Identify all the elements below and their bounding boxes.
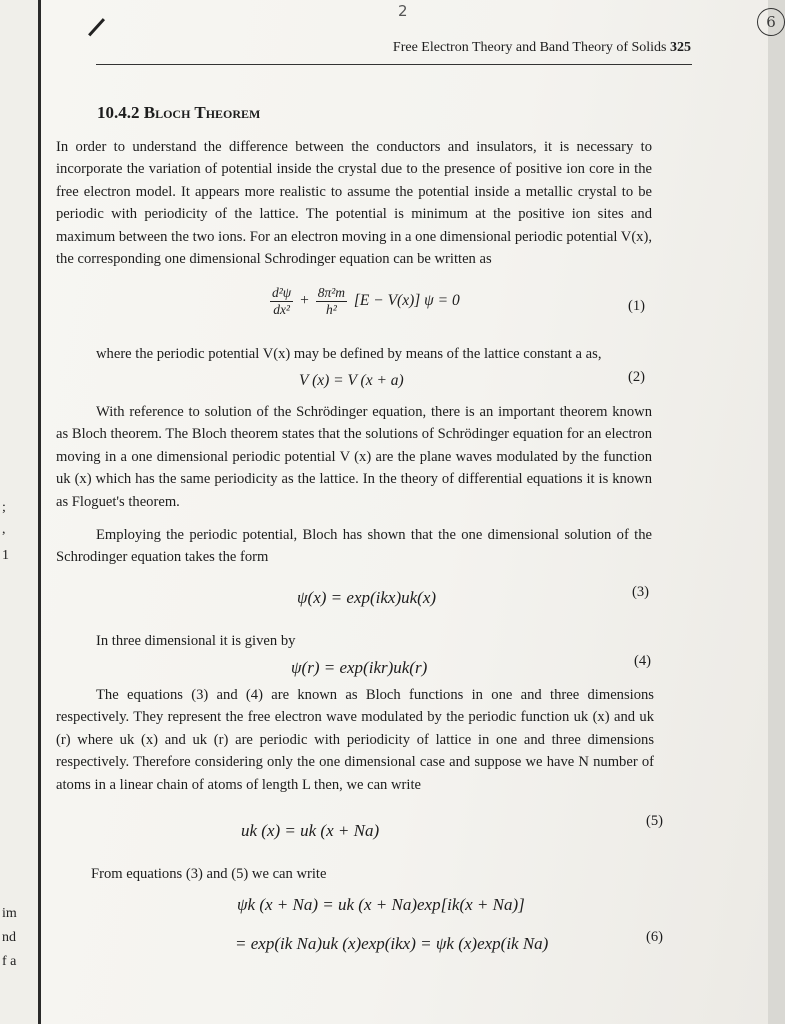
paragraph-bloch-theorem: [56, 401, 652, 513]
equation-2-number: (2): [628, 369, 646, 385]
paragraph-bloch-solution: [56, 524, 652, 569]
circled-number-annotation: 6: [757, 8, 785, 36]
margin-fragment: f a: [2, 954, 17, 969]
margin-fragment: ;: [2, 500, 6, 515]
eq1-frac2-den: h²: [325, 302, 337, 317]
section-number: 10.4.2: [97, 103, 140, 122]
eq1-frac1-num: d²ψ: [272, 285, 292, 300]
equation-3-number: (3): [632, 584, 650, 600]
equation-4-number: (4): [634, 653, 652, 669]
pen-slash-mark: [88, 18, 105, 36]
facing-page-strip: [0, 0, 38, 1024]
equation-5-number: (5): [646, 813, 664, 829]
paragraph-intro: In order to understand the difference between the conductors and insulators, it is necessary to incorporate the variation of potential inside the crystal due to the presence of positive ion core in the free electron model. It appears more realistic to assume the potential inside a metallic crystal to be periodic with periodicity of the lattice. The potential is minimum at the positive ion sites and maximum between the two ions. For an electron moving in a one dimensional periodic potential V(x), the corresponding one dimensional Schrodinger equation can be written as: [56, 139, 652, 268]
equation-3: ψ(x) = exp(ikx)uk(x): [297, 588, 437, 607]
section-heading: Bloch Theorem: [143, 103, 261, 122]
equation-4: ψ(r) = exp(ikr)uk(r): [291, 658, 428, 677]
eq1-frac1-den: dx²: [273, 302, 290, 317]
running-head-title: Free Electron Theory and Band Theory of Solids: [392, 40, 667, 55]
paragraph-periodic-potential: where the periodic potential V(x) may be defined by means of the lattice constant a as,: [96, 346, 602, 362]
equation-5: uk (x) = uk (x + Na): [241, 821, 380, 840]
handwritten-page-number: 2: [398, 2, 408, 20]
eq1-frac2-num: 8π²m: [317, 285, 345, 300]
bloch-functions-text: The equations (3) and (4) are known as Bloch functions in one and three dimensions respectively. They represent the free electron wave modulated by the periodic function uk (x) and uk (r) where uk (x) and uk (r) are periodic with periodicity of lattice in one and three dimensions respectively. Therefore considering only the one dimensional case and suppose we have N number of atoms in a linear chain of atoms of length L then, we can write: [56, 687, 654, 793]
margin-fragment: ,: [2, 522, 6, 537]
eq1-fraction-2: [316, 285, 347, 318]
margin-fragment: nd: [2, 930, 16, 945]
equation-6a: ψk (x + Na) = uk (x + Na)exp[ik(x + Na)]: [237, 895, 525, 914]
paragraph-three-dimensional: In three dimensional it is given by: [96, 633, 296, 649]
header-rule: [96, 64, 692, 65]
section-title: [97, 103, 260, 123]
running-head: [371, 40, 691, 56]
equation-2: V (x) = V (x + a): [299, 372, 404, 389]
book-page: [41, 0, 776, 1024]
paragraph-bloch-functions: [56, 684, 654, 796]
eq1-rest: [E − V(x)] ψ = 0: [353, 292, 460, 310]
equation-6b: = exp(ik Na)uk (x)exp(ikx) = ψk (x)exp(ik Na): [235, 934, 549, 953]
margin-fragment: 1: [2, 548, 9, 563]
bloch-solution-text: Employing the periodic potential, Bloch has shown that the one dimensional solution of the Schrodinger equation takes the form: [56, 527, 652, 566]
equation-6-number: (6): [646, 929, 664, 945]
bloch-theorem-text: With reference to solution of the Schrödinger equation, there is an important theorem known as Bloch theorem. The Bloch theorem states that the solutions of Schrödinger equation for an electron moving in a one dimensional periodic potential V (x) are the plane waves modulated by the function uk (x) which has the same periodicity as the lattice. In the theory of differential equations it is known as Floguet's theorem.: [56, 404, 652, 510]
equation-1-number: (1): [628, 298, 646, 314]
paragraph-from-equations: From equations (3) and (5) we can write: [91, 866, 327, 882]
equation-1: $\frac{\text{d²ψ}}{\text{dx²}}$ + $\frac{\text{8π²m}}{\text{h²}}$ [E − V(x)] ψ = 0: [272, 285, 460, 317]
eq1-fraction-1: [270, 285, 293, 318]
running-head-page: 325: [670, 40, 691, 55]
margin-fragment: im: [2, 906, 17, 921]
